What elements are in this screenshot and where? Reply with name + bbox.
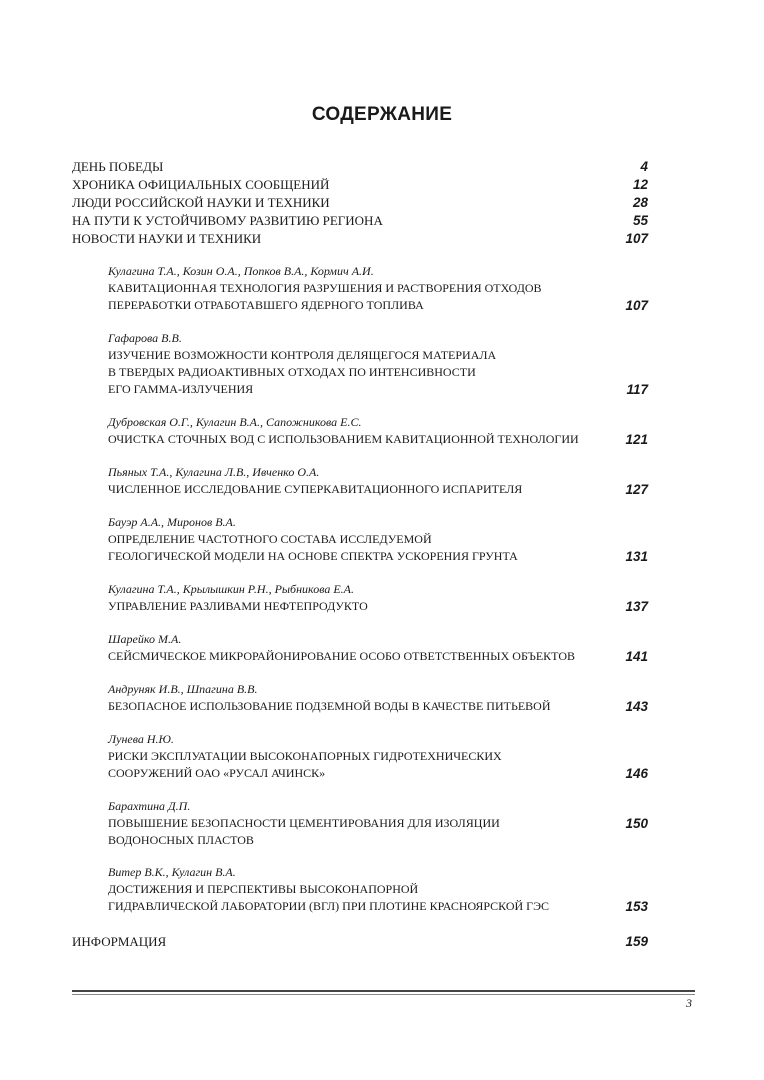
- article-page: 117: [626, 382, 648, 397]
- article-title-line: УПРАВЛЕНИЕ РАЗЛИВАМИ НЕФТЕПРОДУКТО: [108, 599, 368, 613]
- article-title-line: ОЧИСТКА СТОЧНЫХ ВОД С ИСПОЛЬЗОВАНИЕМ КАВИТАЦИОННОЙ ТЕХНОЛОГИИ: [108, 432, 579, 446]
- toc-article: [108, 731, 648, 782]
- page-number: 3: [686, 996, 692, 1010]
- article-title-line: РИСКИ ЭКСПЛУАТАЦИИ ВЫСОКОНАПОРНЫХ ГИДРОТЕХНИЧЕСКИХ: [108, 749, 502, 763]
- toc-article: [108, 464, 648, 498]
- article-page: 107: [625, 298, 648, 313]
- footer-rule-thin: [72, 994, 695, 995]
- article-page: 150: [625, 816, 648, 831]
- toc-row: [72, 158, 648, 176]
- article-authors: Кулагина Т.А., Козин О.А., Попков В.А., Кормич А.И.: [108, 264, 374, 278]
- toc-label: НА ПУТИ К УСТОЙЧИВОМУ РАЗВИТИЮ РЕГИОНА: [72, 213, 383, 228]
- toc-article: [108, 263, 648, 314]
- article-title-line: БЕЗОПАСНОЕ ИСПОЛЬЗОВАНИЕ ПОДЗЕМНОЙ ВОДЫ В КАЧЕСТВЕ ПИТЬЕВОЙ: [108, 699, 551, 713]
- article-authors: Гафарова В.В.: [108, 331, 182, 345]
- article-title-line: ИЗУЧЕНИЕ ВОЗМОЖНОСТИ КОНТРОЛЯ ДЕЛЯЩЕГОСЯ МАТЕРИАЛА: [108, 348, 497, 362]
- toc-article: [108, 798, 648, 849]
- article-authors: Дубровская О.Г., Кулагин В.А., Сапожникова Е.С.: [108, 415, 362, 429]
- article-authors: Кулагина Т.А., Крылышкин Р.Н., Рыбникова Е.А.: [108, 582, 354, 596]
- article-authors: Пьяных Т.А., Кулагина Л.В., Ивченко О.А.: [108, 465, 320, 479]
- article-title-line: В ТВЕРДЫХ РАДИОАКТИВНЫХ ОТХОДАХ ПО ИНТЕНСИВНОСТИ: [108, 365, 476, 379]
- article-page: 143: [625, 699, 648, 714]
- article-page: 141: [625, 649, 648, 664]
- article-title-line: СЕЙСМИЧЕСКОЕ МИКРОРАЙОНИРОВАНИЕ ОСОБО ОТВЕТСТВЕННЫХ ОБЪЕКТОВ: [108, 649, 576, 663]
- article-title-line: ОПРЕДЕЛЕНИЕ ЧАСТОТНОГО СОСТАВА ИССЛЕДУЕМОЙ: [108, 532, 432, 546]
- article-authors: Витер В.К., Кулагин В.А.: [108, 865, 236, 879]
- toc-article: [108, 631, 648, 665]
- article-page: 131: [625, 549, 648, 564]
- article-authors: Бауэр А.А., Миронов В.А.: [108, 515, 236, 529]
- toc-page: 55: [632, 213, 648, 228]
- article-authors: Лунева Н.Ю.: [108, 732, 174, 746]
- toc-label: ХРОНИКА ОФИЦИАЛЬНЫХ СООБЩЕНИЙ: [72, 177, 330, 192]
- article-title-line: КАВИТАЦИОННАЯ ТЕХНОЛОГИЯ РАЗРУШЕНИЯ И РАСТВОРЕНИЯ ОТХОДОВ: [108, 281, 542, 295]
- toc-row: [72, 176, 648, 194]
- toc-label: НОВОСТИ НАУКИ И ТЕХНИКИ: [72, 231, 262, 246]
- article-page: 146: [625, 766, 648, 781]
- article-title-line: ДОСТИЖЕНИЯ И ПЕРСПЕКТИВЫ ВЫСОКОНАПОРНОЙ: [108, 882, 419, 896]
- article-title-line: ЕГО ГАММА-ИЗЛУЧЕНИЯ: [108, 382, 254, 396]
- article-page: 121: [625, 432, 648, 447]
- article-authors: Барахтина Д.П.: [108, 799, 191, 813]
- toc-article: [108, 681, 648, 715]
- article-title-line: ГЕОЛОГИЧЕСКОЙ МОДЕЛИ НА ОСНОВЕ СПЕКТРА УСКОРЕНИЯ ГРУНТА: [108, 549, 518, 563]
- toc-article: [108, 864, 648, 915]
- toc-label: ДЕНЬ ПОБЕДЫ: [72, 159, 164, 174]
- footer-rule: [72, 990, 695, 992]
- toc-article: [108, 581, 648, 615]
- article-authors: Андруняк И.В., Шпагина В.В.: [108, 682, 258, 696]
- toc-row: [72, 194, 648, 212]
- toc-article: [108, 330, 648, 398]
- page-title: СОДЕРЖАНИЕ: [311, 104, 453, 125]
- article-title-line: ПЕРЕРАБОТКИ ОТРАБОТАВШЕГО ЯДЕРНОГО ТОПЛИВА: [108, 298, 424, 312]
- article-page: 127: [625, 482, 648, 497]
- article-page: 153: [625, 899, 648, 914]
- article-title-line: ВОДОНОСНЫХ ПЛАСТОВ: [108, 833, 254, 847]
- article-authors: Шарейко М.А.: [108, 632, 182, 646]
- toc-row: [72, 212, 648, 230]
- toc-article: [108, 414, 648, 448]
- toc-row: [72, 933, 648, 951]
- toc-page: 4: [640, 159, 648, 174]
- article-page: 137: [625, 599, 648, 614]
- toc-page: 159: [625, 934, 648, 949]
- article-title-line: СООРУЖЕНИЙ ОАО «РУСАЛ АЧИНСК»: [108, 766, 326, 780]
- toc-label: ИНФОРМАЦИЯ: [72, 934, 167, 949]
- toc-article: [108, 514, 648, 565]
- article-title-line: ПОВЫШЕНИЕ БЕЗОПАСНОСТИ ЦЕМЕНТИРОВАНИЯ ДЛЯ ИЗОЛЯЦИИ: [108, 816, 500, 830]
- toc-label: ЛЮДИ РОССИЙСКОЙ НАУКИ И ТЕХНИКИ: [72, 195, 330, 210]
- toc-row: [72, 230, 648, 248]
- toc-page: 28: [632, 195, 648, 210]
- toc-page: 107: [625, 231, 648, 246]
- article-title-line: ГИДРАВЛИЧЕСКОЙ ЛАБОРАТОРИИ (ВГЛ) ПРИ ПЛОТИНЕ КРАСНОЯРСКОЙ ГЭС: [108, 899, 550, 913]
- article-title-line: ЧИСЛЕННОЕ ИССЛЕДОВАНИЕ СУПЕРКАВИТАЦИОННОГО ИСПАРИТЕЛЯ: [108, 482, 523, 496]
- toc-page: 12: [632, 177, 648, 192]
